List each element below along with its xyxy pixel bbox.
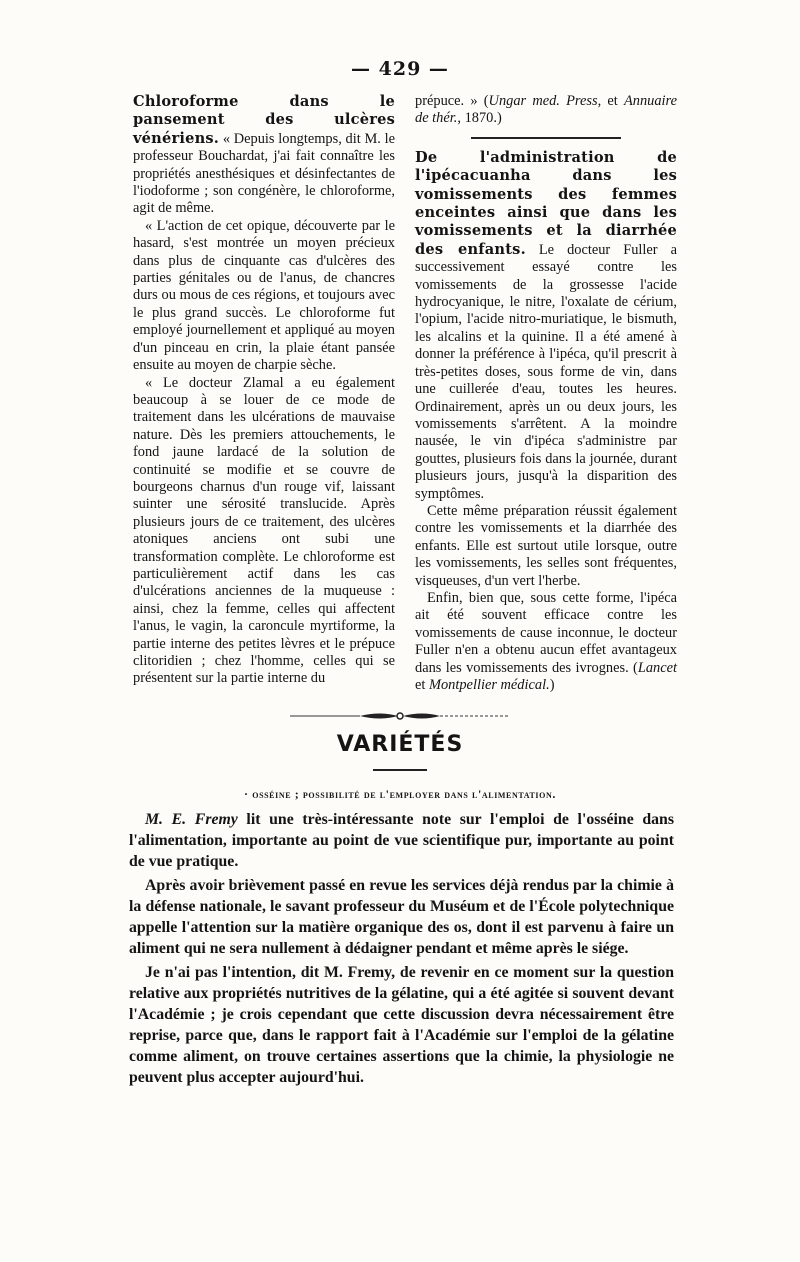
left-paragraph-1-text: « Depuis longtemps, dit M. le professeur Bouchardat, j'ai fait connaître les propriétés anesthésiques et désinfectantes de l'iodoforme ; son congénère, le chloroforme, agit de même. [133,130,395,217]
left-article-heading: Chloroforme dans le pansement des ulcères vénériens. [133,93,395,147]
right-article-paragraph-2: Cette même préparation réussit également contre les vomissements et la diarrhée des enfants. Elle est surtout utile lorsque, outre les vomissements, les selles sont fréquentes, visqueuses, d'un vert l'herbe. [415,502,677,589]
continuation-end: , 1870.) [457,110,502,127]
left-article-paragraph-1 [133,93,395,218]
last-mid: et [415,677,429,693]
last-paragraph-text: Enfin, bien que, sous cette forme, l'ipéca ait été souvent efficace contre les vomissements de cause inconnue, le docteur Fuller n'en a obtenu aucun effet avantageux dans les vomissements des ivrognes. ( [415,589,677,676]
continuation-source-2: Annuaire de thér. [415,93,677,127]
main-paragraph-3: Je n'ai pas l'intention, dit M. Fremy, de revenir en ce moment sur la question relative aux propriétés nutritives de la gélatine, qui a été agitée si souvent devant l'Académie ; je crois cependant que cette discussion devra nécessairement être reprise, parce que, dans le rapport fait à l'Académie sur l'emploi de la gélatine comme aliment, on trouve certaines assertions que la chimie, la physiologie ne peuvent plus accepter aujourd'hui. [129,964,674,1086]
page-number: — 429 — [351,58,449,80]
right-article-paragraph-1 [415,149,677,503]
right-article-heading: De l'administration de l'ipécacuanha dans les vomissements des femmes enceintes ainsi que dans les vomissements et la diarrhée des enfants. [415,148,677,258]
left-column [133,93,395,688]
title-rule [373,769,427,771]
main-paragraph-1-text: lit une très-intéressante note sur l'emploi de l'osséine dans l'alimentation, importante au point de vue scientifique pur, importante au point de vue pratique. [129,811,674,870]
continuation-source: Ungar med. Press [488,93,598,109]
main-article [129,809,674,1091]
left-article-paragraph-3: « Le docteur Zlamal a eu également beaucoup à se louer de ce mode de traitement dans les ulcérations de mauvaise nature. Dès les premiers attouchements, le fond jaune lardacé de la solution de continuité se modifie et se couvre de bourgeons charnus d'un rouge vif, laissant suinter une sérosité translucide. Après plusieurs jours de ce traitement, des ulcères atoniques anciens ont subi une transformation complète. Le chloroforme est particulièrement actif dans les cas d'ulcérations anciennes de la muqueuse : ainsi, chez la femme, celles qui affectent l'anus, le vagin, la caroncule myrtiforme, la partie interne des petites lèvres et le prépuce clitoridien ; chez l'homme, celles qui se présentent sur la partie interne du [133,374,395,687]
continuation-text: prépuce. » ( [415,93,489,109]
ornament-divider [290,709,510,723]
right-article-paragraph-3 [415,590,677,694]
last-source: Lancet [637,659,677,676]
last-end: ) [549,677,555,693]
article-separator-rule [471,137,621,139]
author-name: M. E. Fremy [145,811,238,828]
right-continuation [415,93,677,128]
last-source-2: Montpellier médical. [428,677,550,693]
main-paragraph-2: Après avoir brièvement passé en revue les services déjà rendus par la chimie à la défense nationale, le savant professeur du Muséum et de l'École polytechnique appelle l'attention sur la matière organique des os, dont il est parvenu à faire un aliment qui ne sera nullement à dédaigner pendant et même après le siége. [129,877,674,957]
section-title: VARIÉTÉS [336,732,464,757]
main-paragraph-1 [129,809,674,872]
section-subtitle: · osséine ; possibilité de l'employer dans l'alimentation. [244,787,556,801]
left-article-paragraph-2: « L'action de cet opique, découverte par le hasard, s'est montrée un moyen précieux dans plus de cinquante cas d'ulcères des parties génitales ou de l'anus, de chancres durs ou mous de ces régions, et toujours avec le plus grand succès. Le chloroforme fut employé journellement et appliqué au moyen d'un pinceau en crin, la plaie étant pansée ensuite au moyen de charpie sèche. [133,217,395,374]
right-paragraph-1-text: Le docteur Fuller a successivement essayé contre les vomissements de la grossesse l'acide hydrocyanique, le nitre, l'oxalate de cérium, l'opium, l'acide nitro-muriatique, le bismuth, les alcalins et la quinine. Il a été amené à donner la préférence à l'ipéca, qu'il prescrit à très-petites doses, sous forme de vin, dans une cuillerée d'eau, toutes les heures. Ordinairement, après un ou deux jours, les vomissements s'arrêtent. A la moindre nausée, le vin d'ipéca s'administre par gouttes, plusieurs fois dans la journée, durant plusieurs jours, jusqu'à la disparition des symptômes. [415,241,677,502]
right-column [415,93,677,694]
continuation-mid: , et [597,93,624,109]
